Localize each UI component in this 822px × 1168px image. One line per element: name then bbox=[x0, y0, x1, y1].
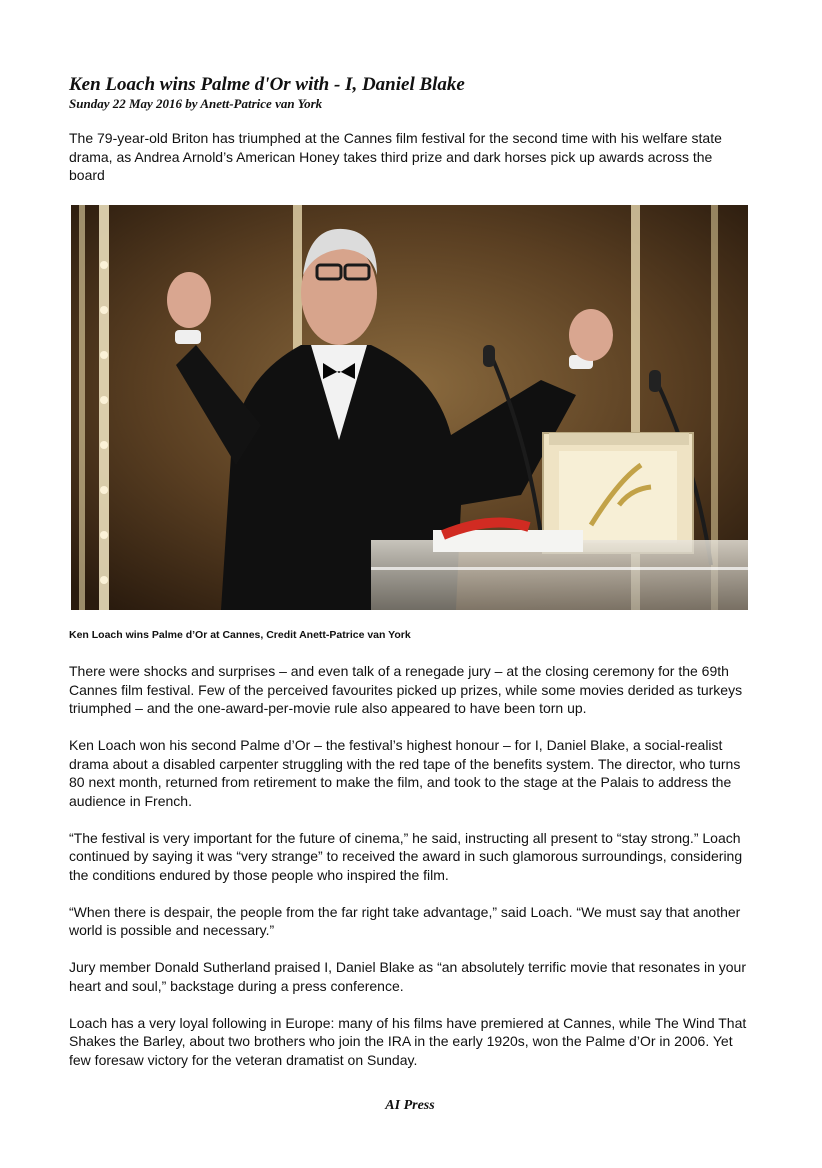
photo-caption: Ken Loach wins Palme d’Or at Cannes, Credit Anett-Patrice van York bbox=[69, 629, 411, 641]
byline: Sunday 22 May 2016 by Anett-Patrice van York bbox=[69, 96, 323, 111]
body-paragraph: Ken Loach won his second Palme d’Or – the festival’s highest honour – for I, Daniel Blake, a social-realist drama about a disabled carpenter struggling with the red tape of the benefits system. The director, who turns 80 next month, returned from retirement to make the film, and took to the stage at the Palais to address the audience in French. bbox=[69, 737, 741, 809]
article-photo bbox=[71, 205, 748, 610]
body-paragraph: Loach has a very loyal following in Europe: many of his films have premiered at Cannes, while The Wind That Shakes the Barley, about two brothers who join the IRA in the early 1920s, won the Palme d’Or in 2006. Yet few foresaw victory for the veteran dramatist on Sunday. bbox=[69, 1014, 747, 1068]
body-paragraph: Jury member Donald Sutherland praised I, Daniel Blake as “an absolutely terrific movie that resonates in your heart and soul,” backstage during a press conference. bbox=[69, 959, 746, 994]
standfirst: The 79-year-old Briton has triumphed at the Cannes film festival for the second time with his welfare state drama, as Andrea Arnold’s American Honey takes third prize and dark horses pick up awards across the board bbox=[69, 130, 722, 183]
body-paragraph: “When there is despair, the people from the far right take advantage,” said Loach. “We must say that another world is possible and necessary.” bbox=[69, 903, 741, 938]
article-body bbox=[69, 662, 751, 1088]
publisher-footer: AI Press bbox=[385, 1098, 435, 1113]
headline: Ken Loach wins Palme d'Or with - I, Daniel Blake bbox=[69, 74, 465, 95]
body-paragraph: There were shocks and surprises – and even talk of a renegade jury – at the closing ceremony for the 69th Cannes film festival. Few of the perceived favourites picked up prizes, while some movies derided as turkeys triumphed – and the one-award-per-movie rule also appeared to have been torn up. bbox=[69, 663, 743, 716]
body-paragraph: “The festival is very important for the future of cinema,” he said, instructing all present to “stay strong.” Loach continued by saying it was “very strange” to received the award in such glamorous surroundings, considering the conditions endured by those people who inspired the film. bbox=[69, 829, 743, 883]
